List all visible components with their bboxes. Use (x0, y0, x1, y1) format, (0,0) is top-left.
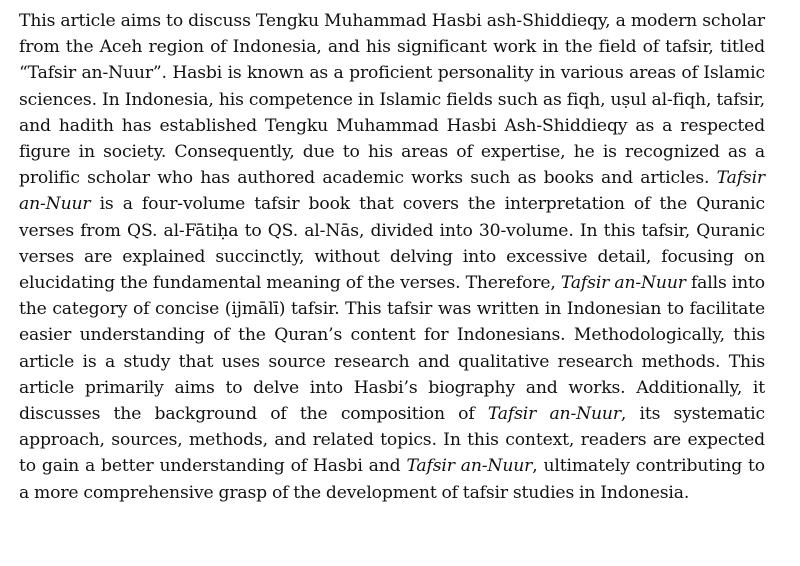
abstract-paragraph (19, 8, 765, 506)
book-title-italic: Tafsir an-Nuur (560, 273, 686, 294)
book-title-italic: Tafsir an-Nuur (487, 404, 621, 425)
abstract-text-segment: falls into the category of concise (ijmālī) tafsir. This tafsir was written in Indonesian to facilitate easier understanding of the Quran’s content for Indonesians. Methodologically, this article is a study that uses source research and qualitative research methods. This article primarily aims to delve into Hasbi’s biography and works. Additionally, it discusses the background of the composition of (19, 273, 765, 425)
book-title-italic: Tafsir an-Nuur (406, 456, 533, 477)
abstract-text-segment: , its systematic approach, sources, methods, and related topics. In this context, readers are expected to gain a better understanding of Hasbi and (19, 404, 765, 477)
abstract-text-segment: is a four-volume tafsir book that covers the interpretation of the Quranic verses from QS. al-Fātiḥa to QS. al-Nās, divided into 30-volume. In this tafsir, Quranic verses are explained succinctly, without delving into excessive detail, focusing on elucidating the fundamental meaning of the verses. Therefore, (19, 194, 765, 294)
abstract-text-segment: , ultimately contributing to a more comprehensive grasp of the development of tafsir studies in Indonesia. (19, 456, 765, 503)
abstract-text-segment: This article aims to discuss Tengku Muhammad Hasbi ash-Shiddieqy, a modern scholar from the Aceh region of Indonesia, and his significant work in the field of tafsir, titled “Tafsir an-Nuur”. Hasbi is known as a proficient personality in various areas of Islamic sciences. In Indonesia, his competence in Islamic fields such as fiqh, uṣul al-fiqh, tafsir, and hadith has established Tengku Muhammad Hasbi Ash-Shiddieqy as a respected figure in society. Consequently, due to his areas of expertise, he is recognized as a prolific scholar who has authored academic works such as books and articles. (19, 11, 765, 189)
book-title-italic: Tafsir an-Nuur (19, 168, 765, 215)
